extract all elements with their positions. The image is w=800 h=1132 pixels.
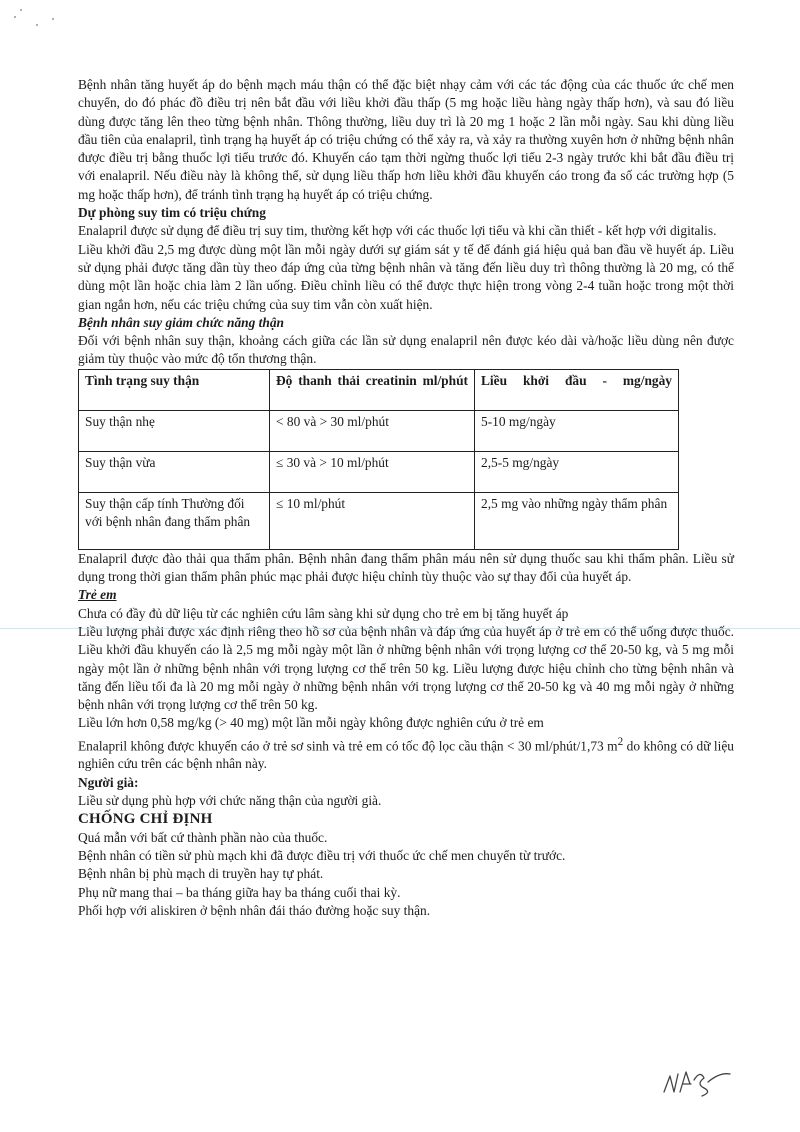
table-cell: 2,5-5 mg/ngày [475,451,679,492]
heading-contraindications: CHỐNG CHỈ ĐỊNH [78,811,213,828]
handwritten-initials [660,1062,740,1102]
paragraph-children-2: Liều lượng phải được xác định riêng theo hồ sơ của bệnh nhân và đáp ứng của huyết áp ở trẻ em có thể uống được thuốc. Liều khởi đầu khuyến cáo là 2,5 mg mỗi ngày một lần ở những bệnh nhân với trọng lượng cơ thể 20-50 kg, và 5 mg mỗi ngày một lần ở những bệnh nhân với trọng lượng cơ thể trên 50 kg. Liều lượng được hiệu chỉnh cho từng bệnh nhân và tăng đến liều tối đa là 20 mg mỗi ngày ở những bệnh nhân với trọng lượng cơ thể 20-50 kg và 40 mg mỗi ngày ở những bệnh nhân với trọng lượng cơ thể trên 50 kg. [78,623,734,713]
contraindication-item: Bệnh nhân có tiền sử phù mạch khi đã được điều trị với thuốc ức chế men chuyển từ trước. [78,847,566,863]
paragraph-children-1: Chưa có đầy đủ dữ liệu từ các nghiên cứu lâm sàng khi sử dụng cho trẻ em bị tăng huyết áp [78,605,569,621]
children-4-text-a: Enalapril không được khuyến cáo ở trẻ sơ sinh và trẻ em có tốc độ lọc cầu thận < 30 ml/phút/1,73 m [78,738,618,754]
table-row [79,451,679,492]
table-cell: Suy thận cấp tính Thường đối với bệnh nhân đang thẩm phân [79,492,270,549]
paragraph-children-3: Liều lớn hơn 0,58 mg/kg (> 40 mg) một lần mỗi ngày không được nghiên cứu ở trẻ em [78,715,544,731]
contraindication-item: Phối hợp với aliskiren ở bệnh nhân đái tháo đường hoặc suy thận. [78,902,431,918]
heading-elderly: Người già: [78,774,139,790]
paragraph-elderly: Liều sử dụng phù hợp với chức năng thận của người già. [78,793,382,809]
paragraph-renal-intro: Đối với bệnh nhân suy thận, khoảng cách giữa các lần sử dụng enalapril nên được kéo dài và/hoặc liều dùng nên được giảm tùy thuộc vào mức độ tổn thương thận. [78,333,734,367]
paragraph-renovascular: Bệnh nhân tăng huyết áp do bệnh mạch máu thận có thể đặc biệt nhạy cảm với các tác động của các thuốc ức chế men chuyển, do đó phác đồ điều trị nên bắt đầu với liều khởi đầu thấp (5 mg hoặc liều hàng ngày thấp hơn), và sau đó liều dùng được tăng lên theo từng bệnh nhân. Thông thường, liều duy trì là 20 mg 1 hoặc 2 lần mỗi ngày. Sau khi dùng liều đầu tiên của enalapril, tình trạng hạ huyết áp có triệu chứng có thể xảy ra, và xảy ra thường xuyên hơn ở những bệnh nhân được điều trị bằng thuốc lợi tiểu trước đó. Khuyến cáo tạm thời ngừng thuốc lợi tiểu 2-3 ngày trước khi bắt đầu điều trị với enalapril. Nếu điều này là không thể, sử dụng liều thấp hơn liều khởi đầu khuyến cáo trong đa số các trường hợp (5 mg hoặc thấp hơn), để tránh tình trạng hạ huyết áp có triệu chứng. [78,77,734,202]
contraindication-item: Quá mẫn với bất cứ thành phần nào của thuốc. [78,829,328,845]
table-header-cell: Độ thanh thải creatinin ml/phút [270,369,475,410]
contraindication-item: Bệnh nhân bị phù mạch di truyền hay tự phát. [78,866,324,882]
paragraph-children-4 [78,733,734,774]
table-cell: Suy thận vừa [79,451,270,492]
document-body [78,76,734,920]
table-header-cell: Tình trạng suy thận [79,369,270,410]
renal-dosing-table [78,369,679,550]
table-header-cell: Liều khởi đầu - mg/ngày [475,369,679,410]
heading-heart-failure: Dự phòng suy tim có triệu chứng [78,205,266,221]
table-header-row [79,369,679,410]
table-cell: 5-10 mg/ngày [475,410,679,451]
table-row [79,492,679,549]
paragraph-heart-failure-2: Liều khởi đầu 2,5 mg được dùng một lần mỗi ngày dưới sự giám sát y tế để đánh giá hiệu quả ban đầu về huyết áp. Liều sử dụng phải được tăng dần tùy theo đáp ứng của từng bệnh nhân và tăng đến liều duy trì thông thường là 20 mg, có thể dùng một lần hoặc chia làm 2 lần uống. Điều chỉnh liều có thể được thực hiện trong vòng 2-4 tuần hoặc trong một thời gian ngắn hơn, nếu các triệu chứng của suy tim vẫn còn xuất hiện. [78,241,734,312]
table-cell: Suy thận nhẹ [79,410,270,451]
table-cell: ≤ 10 ml/phút [270,492,475,549]
contraindication-item: Phụ nữ mang thai – ba tháng giữa hay ba tháng cuối thai kỳ. [78,884,401,900]
table-row [79,410,679,451]
paragraph-heart-failure-1: Enalapril được sử dụng để điều trị suy tim, thường kết hợp với các thuốc lợi tiểu và khi cần thiết - kết hợp với digitalis. [78,223,717,239]
table-cell: < 80 và > 30 ml/phút [270,410,475,451]
heading-renal-impairment: Bệnh nhân suy giảm chức năng thận [78,314,284,330]
table-cell: 2,5 mg vào những ngày thẩm phân [475,492,679,549]
paragraph-dialysis: Enalapril được đào thải qua thẩm phân. Bệnh nhân đang thẩm phân máu nên sử dụng thuốc sau khi thẩm phân. Liều sử dụng trong thời gian thẩm phân phúc mạc phải được hiệu chỉnh tùy thuộc vào sự thay đổi của huyết áp. [78,550,734,585]
superscript-two: 2 [617,735,624,748]
children-4-text-b: do không có dữ liệu nghiên cứu trên các bệnh nhân này. [78,738,734,772]
heading-children: Trẻ em [78,587,117,603]
table-cell: ≤ 30 và > 10 ml/phút [270,451,475,492]
